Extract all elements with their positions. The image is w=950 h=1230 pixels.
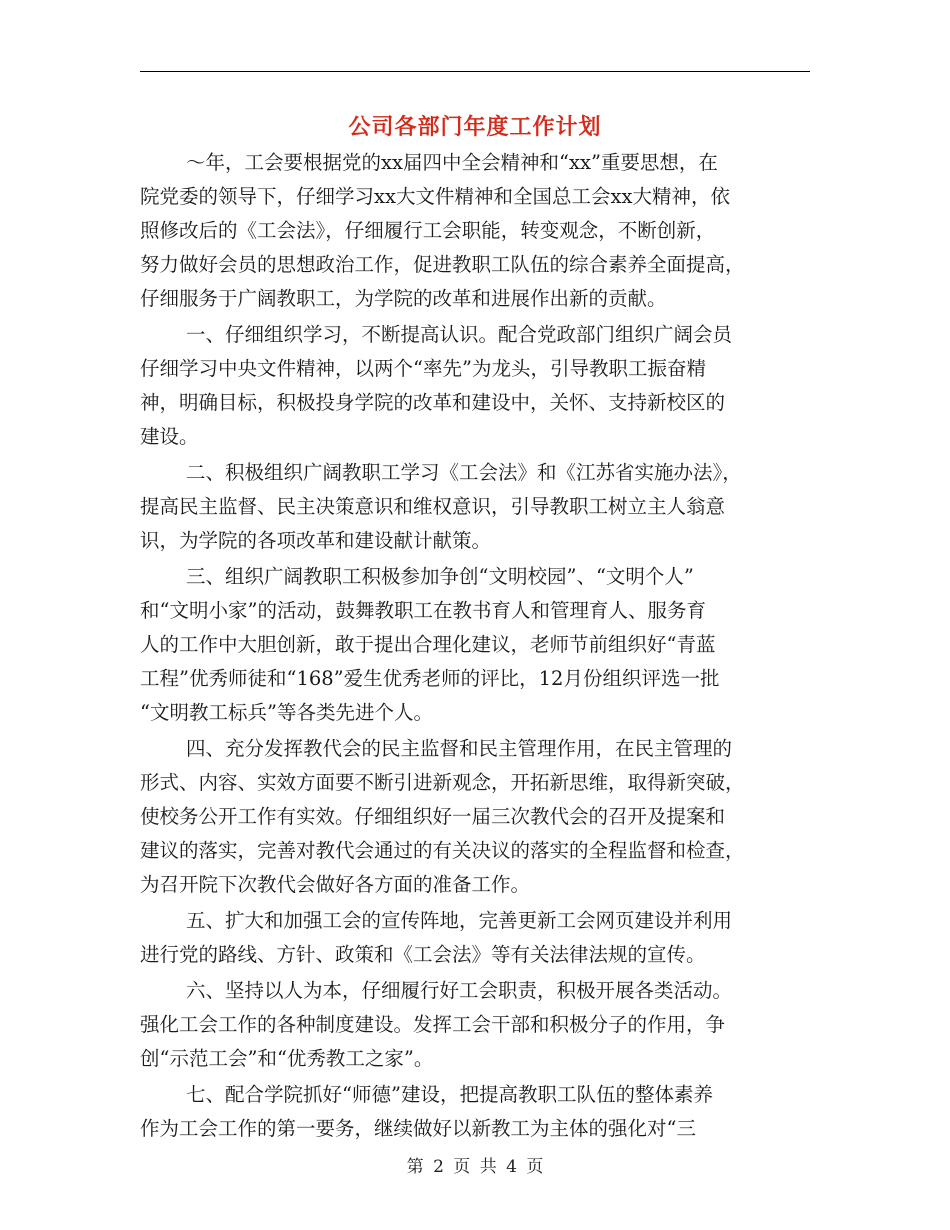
body-line: 五、扩大和加强工会的宣传阵地，完善更新工会网页建设并利用 <box>186 909 733 932</box>
body-line: 建议的落实，完善对教代会通过的有关决议的落实的全程监督和检查， <box>140 839 745 862</box>
body-line: 七、配合学院抓好“师德”建设，把提高教职工队伍的整体素养 <box>186 1083 713 1106</box>
body-line: 四、充分发挥教代会的民主监督和民主管理作用，在民主管理的 <box>186 737 733 760</box>
body-line: 为召开院下次教代会做好各方面的准备工作。 <box>140 873 531 896</box>
document-body <box>140 146 808 1146</box>
body-line: 努力做好会员的思想政治工作，促进教职工队伍的综合素养全面提高， <box>140 253 745 276</box>
body-line: 神，明确目标，积极投身学院的改革和建设中，关怀、支持新校区的 <box>140 391 726 414</box>
body-line: ～年，工会要根据党的xx届四中全会精神和“xx”重要思想，在 <box>186 151 718 174</box>
body-line: 提高民主监督、民主决策意识和维权意识，引导教职工树立主人翁意 <box>140 495 726 518</box>
body-line: 六、坚持以人为本，仔细履行好工会职责，积极开展各类活动。 <box>186 979 733 1002</box>
body-line: 创“示范工会”和“优秀教工之家”。 <box>140 1047 434 1070</box>
body-line: 一、仔细组织学习，不断提高认识。配合党政部门组织广阔会员 <box>186 323 733 346</box>
body-line: 进行党的路线、方针、政策和《工会法》等有关法律法规的宣传。 <box>140 943 706 966</box>
body-line: 建设。 <box>140 425 199 448</box>
body-line: 使校务公开工作有实效。仔细组织好一届三次教代会的召开及提案和 <box>140 805 726 828</box>
body-line: 院党委的领导下，仔细学习xx大文件精神和全国总工会xx大精神，依 <box>140 185 730 208</box>
document-title: 公司各部门年度工作计划 <box>348 115 602 140</box>
body-line: 作为工会工作的第一要务，继续做好以新教工为主体的强化对“三 <box>140 1117 696 1140</box>
body-line: 照修改后的《工会法》，仔细履行工会职能，转变观念，不断创新， <box>140 219 716 242</box>
body-line: 工程”优秀师徒和“168”爱生优秀老师的评比，12月份组织评选一批 <box>140 667 720 690</box>
body-line: 识，为学院的各项改革和建设献计献策。 <box>140 529 492 552</box>
body-line: 三、组织广阔教职工积极参加争创“文明校园”、“文明个人” <box>186 565 694 588</box>
body-line: 形式、内容、实效方面要不断引进新观念，开拓新思维，取得新突破， <box>140 771 745 794</box>
header-rule <box>140 71 810 72</box>
body-line: 仔细服务于广阔教职工，为学院的改革和进展作出新的贡献。 <box>140 287 667 310</box>
body-line: “文明教工标兵”等各类先进个人。 <box>140 701 433 724</box>
body-line: 强化工会工作的各种制度建设。发挥工会干部和积极分子的作用，争 <box>140 1013 726 1036</box>
page-number: 第 2 页 共 4 页 <box>406 1157 544 1177</box>
body-line: 仔细学习中央文件精神，以两个“率先”为龙头，引导教职工振奋精 <box>140 357 706 380</box>
body-line: 和“文明小家”的活动，鼓舞教职工在教书育人和管理育人、服务育 <box>140 599 706 622</box>
body-line: 二、积极组织广阔教职工学习《工会法》和《江苏省实施办法》， <box>186 461 742 484</box>
body-line: 人的工作中大胆创新，敢于提出合理化建议，老师节前组织好“青蓝 <box>140 633 716 656</box>
